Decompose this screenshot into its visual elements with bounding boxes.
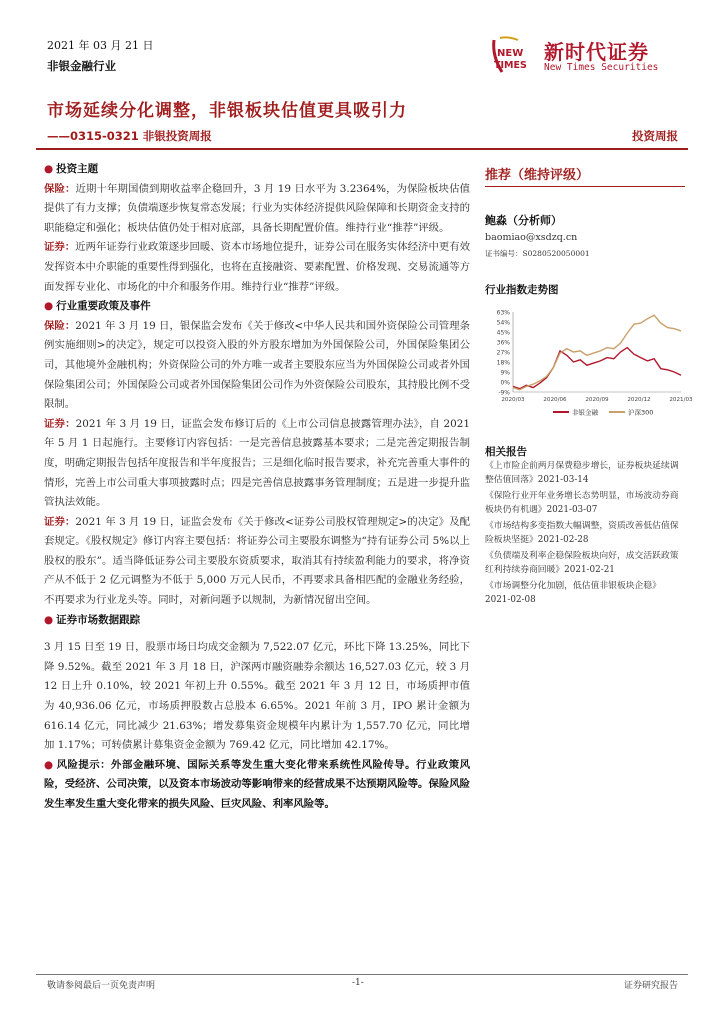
- y-tick-label: 0%: [500, 379, 510, 387]
- analyst-email: baomiao@xsdzq.cn: [485, 232, 578, 243]
- y-tick-label: 36%: [496, 339, 510, 347]
- footer-divider: [36, 974, 688, 975]
- bullet-icon: ●: [44, 163, 54, 175]
- related-report-item[interactable]: 《负债端及利率企稳保险板块向好，成交活跃政策红利持续券商回暖》2021-02-21: [485, 551, 679, 575]
- related-report-item[interactable]: 《上市险企前两月保费稳步增长，证券板块延续调整估值回落》2021-03-14: [485, 461, 679, 485]
- y-tick-label: 63%: [496, 309, 510, 317]
- logo-english-name: New Times Securities: [544, 62, 659, 73]
- analyst-cert-number: 证书编号：S0280520050001: [485, 249, 590, 258]
- paragraph-events-securities-1: 证券：2021 年 3 月 19 日，证监会发布修订后的《上市公司信息披露管理办法》，自 2021 年 5 月 1 日起施行。主要修订内容包括：一是完善信息披露基本要求；二是完善定期报告制度，明确定期报告包括年度报告和半年度报告；三是细化临时报告要求，补充完善重大事件的情形，完善上市公司重大事项披露时点；四是完善信息披露事务管理制度；五是进一步提升监管执法效能。: [44, 417, 471, 509]
- related-reports-title: 相关报告: [485, 446, 527, 458]
- logo-chinese-name: 新时代证券: [544, 40, 649, 64]
- legend-label: 非银金融: [572, 408, 598, 417]
- header-meta: [47, 36, 153, 76]
- new-times-logo-icon: [488, 34, 538, 78]
- bullet-icon: ●: [44, 300, 54, 313]
- rating-label: 推荐（维持评级）: [485, 168, 590, 183]
- y-tick-label: 9%: [500, 369, 510, 377]
- series-line-csi300: [513, 315, 681, 390]
- title-divider: [36, 148, 688, 150]
- risk-warning: ● 风险提示：外部金融环境、国际关系等发生重大变化带来系统性风险传导。行业政策风险，受经济、公司决策，以及资本市场波动等影响带来的经营成果不达预期风险等。保险风险发生率发生重大变化带来的损失风险、巨灾风险、利率风险等。: [44, 758, 471, 810]
- section-heading-theme: ● 投资主题: [44, 163, 99, 175]
- paragraph-theme-securities: 证券：近两年证券行业政策逐步回暖、资本市场地位提升，证券公司在服务实体经济中更有效发挥资本中介职能的重要性得到强化，也将在直接融资、要素配置、价格发现、交易流通等方面发挥专业化、市场化的中介和服务作用。维持行业“推荐”评级。: [44, 241, 471, 293]
- index-trend-chart-svg: [485, 308, 693, 424]
- x-tick-label: 2020/12: [627, 397, 651, 403]
- x-tick-label: 2020/06: [543, 397, 567, 403]
- paragraph-market-data: 3 月 15 日至 19 日，股票市场日均成交金额为 7,522.07 亿元，环比下降 13.25%，同比下降 9.52%。截至 2021 年 3 月 18 日，沪深两市融资融券余额达 16,527.03 亿元，较 3 月 12 日上升 0.10%，较 2021 年初上升 0.55%。截至 2021 年 3 月 12 日，市场质押市值为 40,936.06 亿元，市场质押股数占总股本 6.65%。2021 年前 3 月，IPO 累计金额为 616.14 亿元，同比减少 21.63%；增发募集资金规模年内累计为 1,557.70 亿元，同比增加 1.17%；可转债累计募集资金金额为 769.42 亿元，同比增加 42.17%。: [44, 641, 470, 752]
- page-title: 市场延续分化调整，非银板块估值更具吸引力: [47, 101, 407, 121]
- industry-label: 非银金融行业: [47, 59, 116, 73]
- y-tick-label: 45%: [496, 329, 510, 337]
- report-type-label: 投资周报: [632, 129, 678, 143]
- page-number: -1-: [352, 978, 364, 988]
- section-heading-events: ● 行业重要政策及事件: [44, 300, 151, 313]
- legend-label: 沪深300: [628, 408, 654, 417]
- x-tick-label: 2021/03: [669, 397, 693, 403]
- y-tick-label: 27%: [496, 349, 510, 357]
- paragraph-events-securities-2: 证券：2021 年 3 月 19 日，证监会发布《关于修改<证券公司股权管理规定>的决定》及配套规定。《股权规定》修订内容主要包括：将证券公司主要股东调整为“持有证券公司 5%以上股权的股东”。适当降低证券公司主要股东资质要求，取消其有持续盈利能力的要求，将净资产从不低于 2 亿元调整为不低于 5,000 万元人民币，不再要求具备相匹配的金融业务经验，不再要求为行业龙头等。同时，对新问题予以规制，为新情况留出空间。: [44, 515, 471, 607]
- logo-mark-text-2: TIMES: [494, 60, 527, 71]
- index-trend-chart: [485, 308, 693, 424]
- rating-divider: [485, 186, 685, 187]
- paragraph-events-insurance: 保险：2021 年 3 月 19 日，银保监会发布《关于修改<中华人民共和国外资保险公司管理条例实施细则>的决定》，规定可以投资入股的外方股东增加为外国保险公司，外国保险集团公司，其他境外金融机构；外资保险公司的外方唯一或者主要股东应当为外国保险公司或者外国保险集团公司；外国保险公司或者外国保险集团公司作为外资保险公司股东，其持股比例不受限制。: [44, 319, 471, 411]
- paragraph-theme-insurance: 保险：近期十年期国债到期收益率企稳回升，3 月 19 日水平为 3.2364%，为保险板块估值提供了有力支撑；负债端逐步恢复常态发展；行业为实体经济提供风险保障和长期资金支持的职能稳定和强化；板块估值仍处于相对底部，具备长期配置价值。维持行业“推荐”评级。: [44, 182, 471, 234]
- series-line-nonbank-finance: [513, 348, 681, 389]
- related-reports-list: [485, 460, 685, 610]
- y-tick-label: -9%: [498, 389, 510, 397]
- bullet-icon: ●: [44, 758, 54, 771]
- report-date: 2021 年 03 月 21 日: [47, 39, 154, 52]
- x-tick-label: 2020/09: [585, 397, 609, 403]
- chart-title: 行业指数走势图: [485, 284, 559, 296]
- analyst-name: 鲍淼（分析师）: [485, 214, 562, 227]
- y-tick-label: 18%: [496, 359, 510, 367]
- related-report-item[interactable]: 《市场调整分化加剧，低估值非银板块企稳》2021-02-08: [485, 581, 661, 605]
- logo-mark-text-1: NEW: [497, 48, 524, 59]
- related-report-item[interactable]: 《市场结构多变指数大幅调整，资质改善低估值保险板块坚挺》2021-02-28: [485, 521, 679, 545]
- company-logo: [488, 34, 688, 78]
- main-content: [44, 160, 470, 815]
- page-subtitle: ——0315-0321 非银投资周报: [47, 129, 212, 143]
- footer-tag: 证券研究报告: [623, 981, 678, 991]
- section-heading-market: ● 证券市场数据跟踪: [44, 613, 141, 626]
- x-tick-label: 2020/03: [501, 397, 525, 403]
- footer-disclaimer[interactable]: 敬请参阅最后一页免责声明: [47, 981, 156, 991]
- bullet-icon: ●: [44, 613, 54, 626]
- related-report-item[interactable]: 《保险行业开年业务增长态势明显，市场波动券商板块仍有机遇》2021-03-07: [485, 491, 679, 515]
- y-tick-label: 54%: [496, 319, 510, 327]
